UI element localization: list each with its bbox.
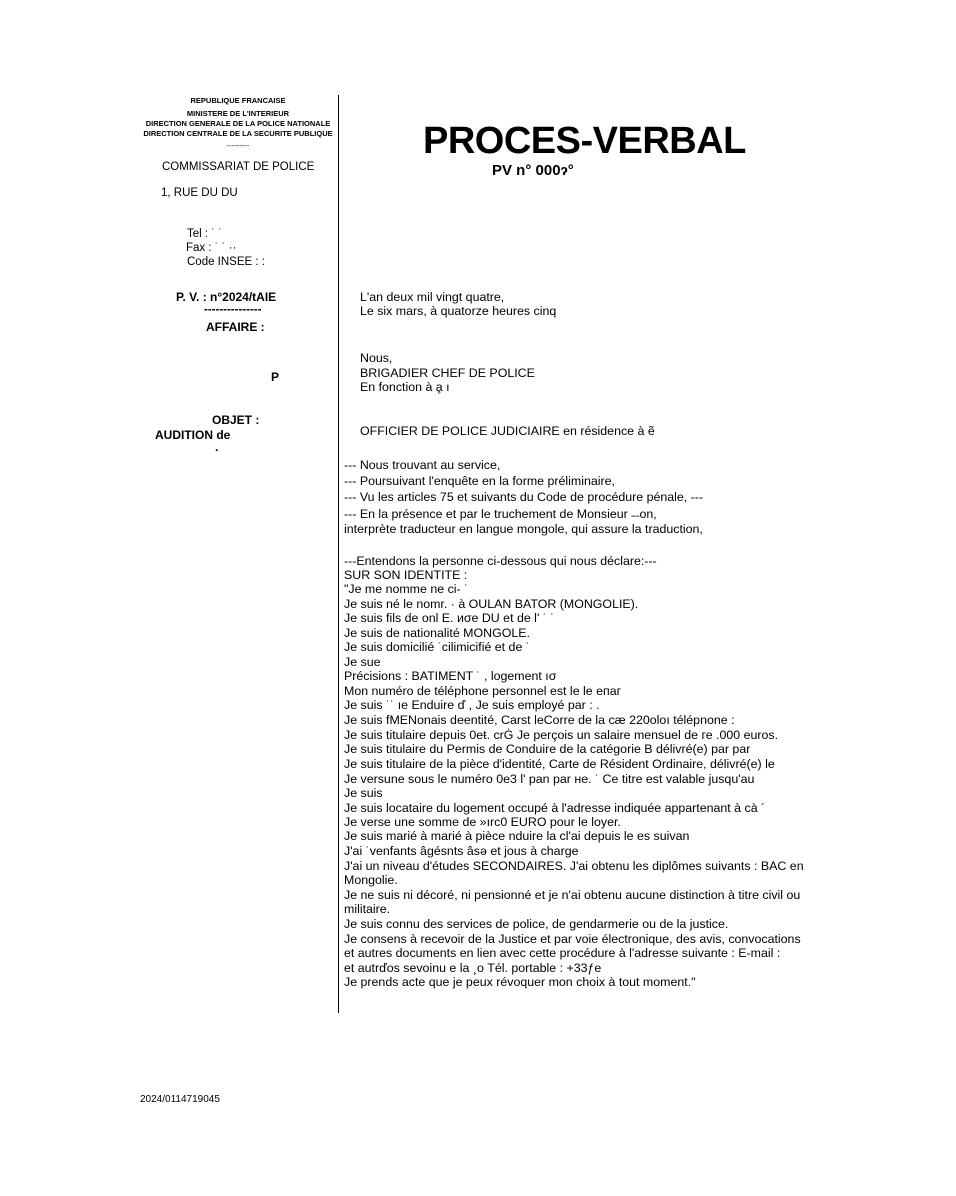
body-line: militaire. bbox=[344, 902, 391, 916]
body-line: --- En la présence et par le truchement de Monsieur ˗˗on, bbox=[344, 507, 657, 521]
body-line: Je suis fils de onl E. иσе DU et de l' ˙ ˙ bbox=[344, 611, 555, 625]
body-line: ---Entendons la personne ci-dessous qui nous déclare:--- bbox=[344, 554, 657, 568]
body-line: et autrďos sevoinu е la ¸о Tél. portable : +33ƒe bbox=[344, 961, 602, 975]
body-line: Je suis fΜENonais deеntité, Carst leСorre de la cæ 220oloı télépnone : bbox=[344, 713, 735, 727]
body-line: Précisions : BATIMENT ˙ , logement ıσ bbox=[344, 669, 557, 683]
body-line: Je suis connu des services de police, de gendarmerie ou de la justice. bbox=[344, 917, 729, 931]
intro-fonction: En fonction à ḁ ı bbox=[360, 380, 450, 394]
header-separator: --------- bbox=[226, 141, 250, 150]
body-line: Je suis titulaire de la pièce d'identité, Carte de Résident Ordinaire, délivré(e) le bbox=[344, 757, 775, 771]
affaire-label: AFFAIRE : bbox=[206, 320, 265, 334]
pv-number: PV n° 000ɂ° bbox=[492, 162, 574, 179]
body-line: --- Nous trouvant au service, bbox=[344, 458, 501, 472]
body-line: Je suis ˙˙ ıе Enduire ď , Je suis employé par : . bbox=[344, 698, 600, 712]
intro-date: L'an deux mil vingt quatre, bbox=[360, 290, 505, 304]
body-line: Je versune sous le numéro 0e3 l' pan par не. ˙ Ce titre est valable jusqu'au bbox=[344, 772, 755, 786]
office-address: 1, RUE DU DU bbox=[161, 187, 238, 199]
body-line: Je suis domicilié ˙cilimicifié et de ˙ bbox=[344, 640, 530, 654]
header-direction-generale: DIRECTION GENERALE DE LA POLICE NATIONALE bbox=[145, 119, 331, 128]
intro-time: Le six mars, à quatorze heures cinq bbox=[360, 304, 557, 318]
intro-rank: BRIGADIER CHEF DE POLICE bbox=[360, 366, 535, 380]
p-mark: P bbox=[271, 370, 280, 384]
body-line: SUR SON IDENTITE : bbox=[344, 568, 468, 582]
body-line: Je suis titulaire du Permis de Conduire de la catégorie B délivré(e) par par bbox=[344, 742, 751, 756]
body-line: J'ai un niveau d'études SECONDAIRES. J'ai obtenu les diplômes suivants : BAC en bbox=[344, 859, 804, 873]
body-line: Je suis de nationalité MONGOLE. bbox=[344, 626, 530, 640]
body-line: Je verse une somme de »ırc0 EURO pour le loyer. bbox=[344, 815, 621, 829]
body-line: Je suis titulaire depuis 0eŧ. crĠ Je perçois un salaire mensuel de ге .000 euros. bbox=[344, 728, 779, 742]
office-tel: Tel : ˙ ˙ bbox=[187, 228, 223, 240]
pv-dashes: --------------- bbox=[204, 304, 262, 316]
column-divider bbox=[338, 95, 339, 1013]
body-line: interprète traducteur en langue mongole, qui assure la traduction, bbox=[344, 522, 703, 536]
header-ministere: MINISTERE DE L'INTERIEUR bbox=[186, 109, 290, 118]
intro-officer: OFFICIER DE POLICE JUDICIAIRE en résidence à ẽ bbox=[360, 424, 655, 438]
pv-reference: P. V. : n°2024/tAIE bbox=[176, 290, 277, 304]
office-insee: Code INSEE : : bbox=[187, 256, 265, 268]
body-line: Je consens à recevoir de la Justice et par voie électronique, des avis, convocations bbox=[344, 932, 801, 946]
intro-nous: Nous, bbox=[360, 351, 393, 365]
body-line: Mon numéro de téléphone personnel est le le епаг bbox=[344, 684, 622, 698]
header-direction-centrale: DIRECTION CENTRALE DE LA SECURITE PUBLIQUE bbox=[143, 129, 333, 138]
body-line: Je suis marié à marié à pièce nduire la cl'ai depuis le еs suivan bbox=[344, 829, 690, 843]
office-fax: Fax : ˙ ˙ ·· bbox=[186, 242, 237, 254]
document-title: PROCES-VERBAL bbox=[423, 120, 746, 162]
body-line: Je ne suis ni décoré, ni pensionné et je n'ai obtenu aucune distinction à titre civil ou bbox=[344, 888, 801, 902]
body-line: Je prends acte que je peux révoquer mon choix à tout moment." bbox=[344, 975, 696, 989]
office-name: COMMISSARIAT DE POLICE bbox=[162, 161, 315, 173]
body-line: Je suis bbox=[344, 786, 383, 800]
body-line: Mongolie. bbox=[344, 873, 398, 887]
objet-label: OBJET : bbox=[212, 413, 260, 427]
body-line: et autres documents en lien avec cette procédure à l'adresse suivante : E-mail : bbox=[344, 946, 781, 960]
body-line: Je suis locataire du logement occupé à l'adresse indiquée appartenant à cà ´ bbox=[344, 801, 766, 815]
body-line: --- Poursuivant l'enquête en la forme préliminaire, bbox=[344, 474, 615, 488]
footer-reference: 2024/0114719045 bbox=[140, 1094, 220, 1105]
audition-label: AUDITION de bbox=[155, 428, 231, 442]
body-line: "Je me nomme ne ci- ˙ bbox=[344, 582, 469, 596]
body-line: Je sue bbox=[344, 655, 381, 669]
body-line: J'ai ˙venfants âgésnts âsə et jous à charge bbox=[344, 844, 579, 858]
audition-dot: . bbox=[215, 440, 219, 454]
body-line: --- Vu les articles 75 et suivants du Code de procédure pénale, --- bbox=[344, 490, 704, 504]
body-line: Je suis né le nomr. · à OULAN BATOR (MONGOLIE). bbox=[344, 597, 639, 611]
header-republique: REPUBLIQUE FRANCAISE bbox=[190, 96, 286, 105]
